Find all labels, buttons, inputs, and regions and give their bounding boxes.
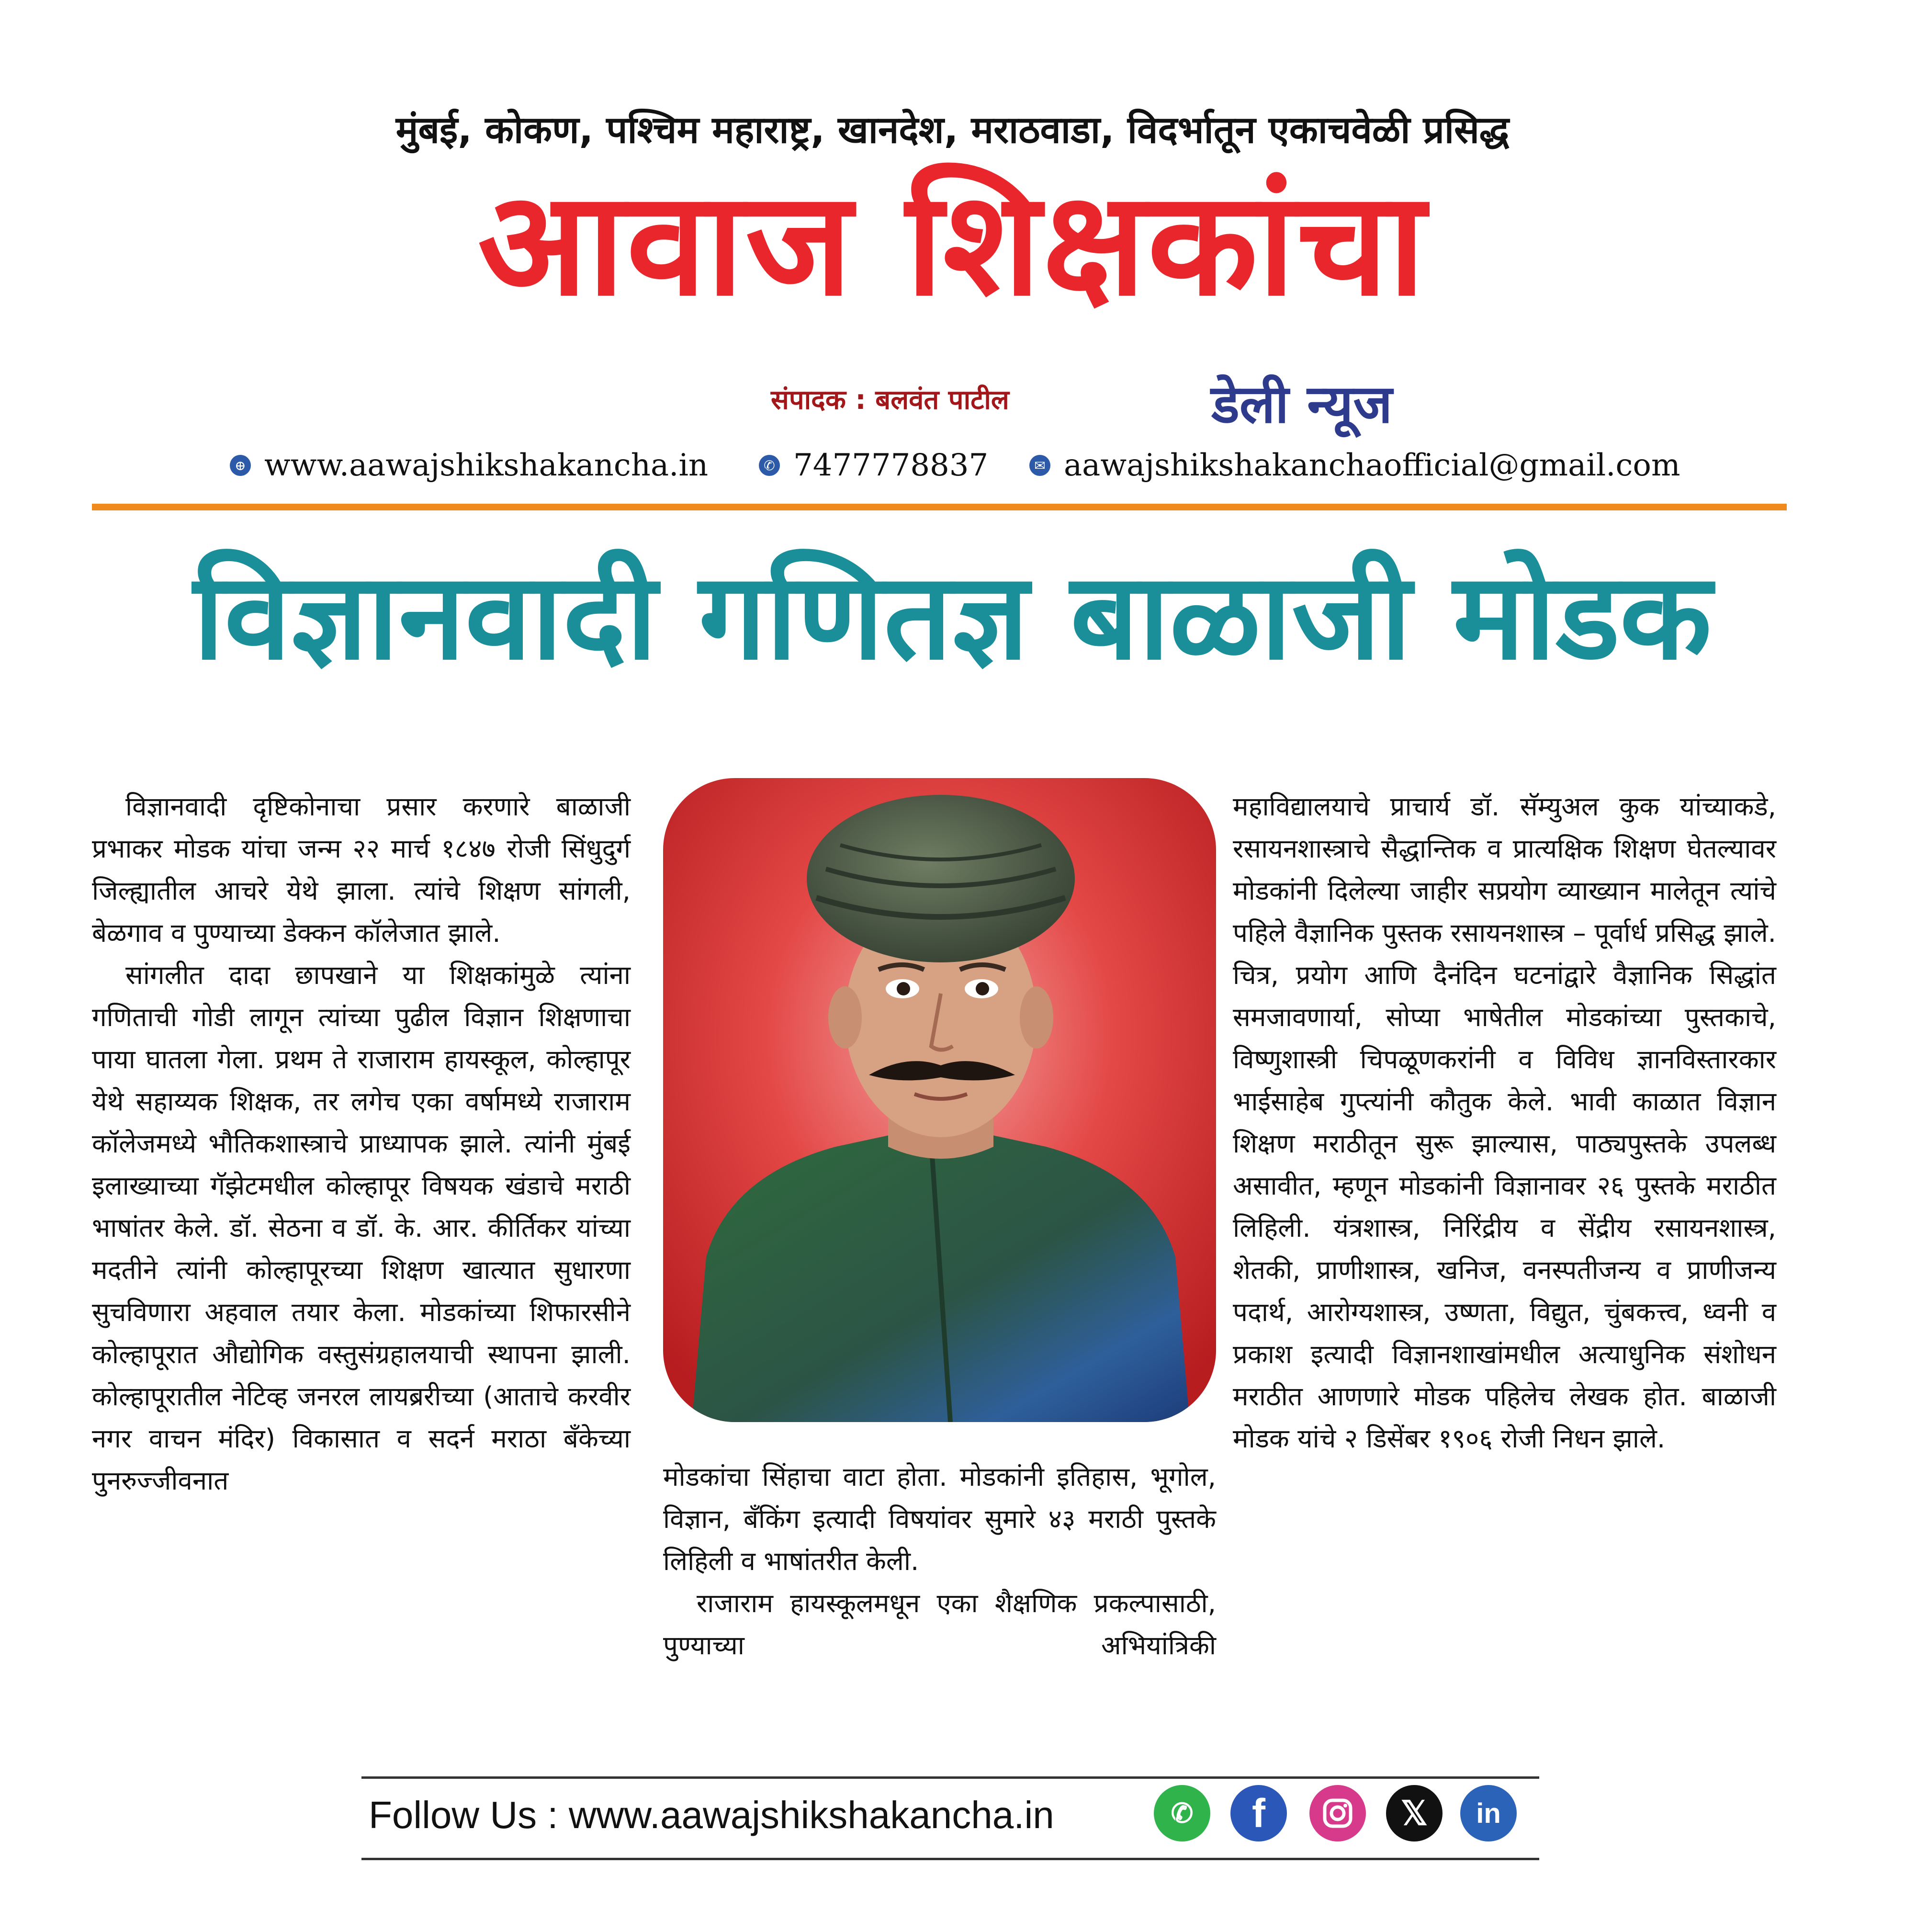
article-column-2 [663, 1456, 1216, 1666]
article-column-3 [1233, 785, 1776, 1459]
x-icon[interactable]: 𝕏 [1386, 1785, 1443, 1842]
website-text[interactable]: www.aawajshikshakancha.in [264, 448, 709, 483]
facebook-icon[interactable]: f [1230, 1785, 1287, 1842]
article-headline: विज्ञानवादी गणितज्ञ बाळाजी मोडक [193, 547, 1712, 686]
masthead-title: आवाज शिक्षकांचा [477, 160, 1428, 328]
article-paragraph: विज्ञानवादी दृष्टिकोनाचा प्रसार करणारे बाळाजी प्रभाकर मोडक यांचा जन्म २२ मार्च १८४७ रोजी सिंधुदुर्ग जिल्ह्यातील आचरे येथे झाला. त्यांचे शिक्षण सांगली, बेळगाव व पुण्याच्या डेक्कन कॉलेजात झाले. [92, 791, 631, 948]
follow-us-text[interactable]: Follow Us : www.aawajshikshakancha.in [369, 1794, 1054, 1836]
email-text[interactable]: aawajshikshakanchaofficial@gmail.com [1064, 448, 1680, 483]
tagline: मुंबई, कोकण, पश्चिम महाराष्ट्र, खानदेश, मराठवाडा, विदर्भातून एकाचवेळी प्रसिद्ध [395, 109, 1510, 152]
footer-divider-top [361, 1776, 1539, 1779]
email-icon: ✉ [1029, 455, 1050, 476]
article-column-1 [92, 785, 631, 1502]
article-paragraph: राजाराम हायस्कूलमधून एका शैक्षणिक प्रकल्पासाठी, पुण्याच्या अभियांत्रिकी [663, 1588, 1216, 1661]
editor-credit: संपादक : बलवंत पाटील [771, 384, 1009, 416]
article-paragraph: मोडकांचा सिंहाचा वाटा होता. मोडकांनी इतिहास, भूगोल, विज्ञान, बँकिंग इत्यादी विषयांवर सुमारे ४३ मराठी पुस्तके लिहिली व भाषांतरीत केली. [663, 1461, 1216, 1576]
whatsapp-icon[interactable]: ✆ [1154, 1785, 1210, 1842]
article-paragraph: महाविद्यालयाचे प्राचार्य डॉ. सॅम्युअल कुक यांच्याकडे, रसायनशास्त्राचे सैद्धान्तिक व प्रात्यक्षिक शिक्षण घेतल्यावर मोडकांनी दिलेल्या जाहीर सप्रयोग व्याख्यान मालेतून त्यांचे पहिले वैज्ञानिक पुस्तक रसायनशास्त्र – पूर्वार्ध प्रसिद्ध झाले. चित्र, प्रयोग आणि दैनंदिन घटनांद्वारे वैज्ञानिक सिद्धांत समजावणार्या, सोप्या भाषेतील मोडकांच्या पुस्तकाचे, विष्णुशास्त्री चिपळूणकरांनी व विविध ज्ञानविस्तारकार भाईसाहेब गुप्त्यांनी कौतुक केले. भावी काळात विज्ञान शिक्षण मराठीतून सुरू झाल्यास, पाठ्यपुस्तके उपलब्ध असावीत, म्हणून मोडकांनी विज्ञानावर २६ पुस्तके मराठीत लिहिली. यंत्रशास्त्र, निरिंद्रीय व सेंद्रीय रसायनशास्त्र, शेतकी, प्राणीशास्त्र, खनिज, वनस्पतीजन्य व प्राणीजन्य पदार्थ, आरोग्यशास्त्र, उष्णता, विद्युत, चुंबकत्त्व, ध्वनी व प्रकाश इत्यादी विज्ञानशाखांमधील अत्याधुनिक संशोधन मराठीत आणणारे मोडक पहिलेच लेखक होत. बाळाजी मोडक यांचे २ डिसेंबर १९०६ रोजी निधन झाले. [1233, 791, 1776, 1454]
website-contact[interactable] [230, 448, 708, 483]
linkedin-icon[interactable]: in [1460, 1785, 1517, 1842]
phone-text[interactable]: 7477778837 [793, 448, 989, 483]
article-paragraph: सांगलीत दादा छापखाने या शिक्षकांमुळे त्यांना गणिताची गोडी लागून त्यांच्या पुढील विज्ञान शिक्षणाचा पाया घातला गेला. प्रथम ते राजाराम हायस्कूल, कोल्हापूर येथे सहाय्यक शिक्षक, तर लगेच एका वर्षामध्ये राजाराम कॉलेजमध्ये भौतिकशास्त्राचे प्राध्यापक झाले. त्यांनी मुंबई इलाख्याच्या गॅझेटमधील कोल्हापूर विषयक खंडाचे मराठी भाषांतर केले. डॉ. सेठना व डॉ. के. आर. कीर्तिकर यांच्या मदतीने त्यांनी कोल्हापूरच्या शिक्षण खात्यात सुधारणा सुचविणारा अहवाल तयार केला. मोडकांच्या शिफारसीने कोल्हापूरात औद्योगिक वस्तुसंग्रहालयाची स्थापना झाली. कोल्हापूरातील नेटिव्ह जनरल लायब्ररीच्या (आताचे करवीर नगर वाचन मंदिर) विकासात व सदर्न मराठा बँकेच्या पुनरुज्जीवनात [92, 960, 631, 1496]
header-divider [92, 504, 1787, 510]
email-contact[interactable] [1029, 448, 1680, 483]
phone-icon: ✆ [759, 455, 780, 476]
footer-divider-bottom [361, 1858, 1539, 1860]
instagram-icon[interactable] [1309, 1785, 1366, 1842]
phone-contact[interactable] [759, 448, 988, 483]
globe-icon: ⊕ [230, 455, 251, 476]
portrait-photo [663, 778, 1216, 1422]
daily-news-label: डेली न्यूज [1211, 373, 1393, 435]
